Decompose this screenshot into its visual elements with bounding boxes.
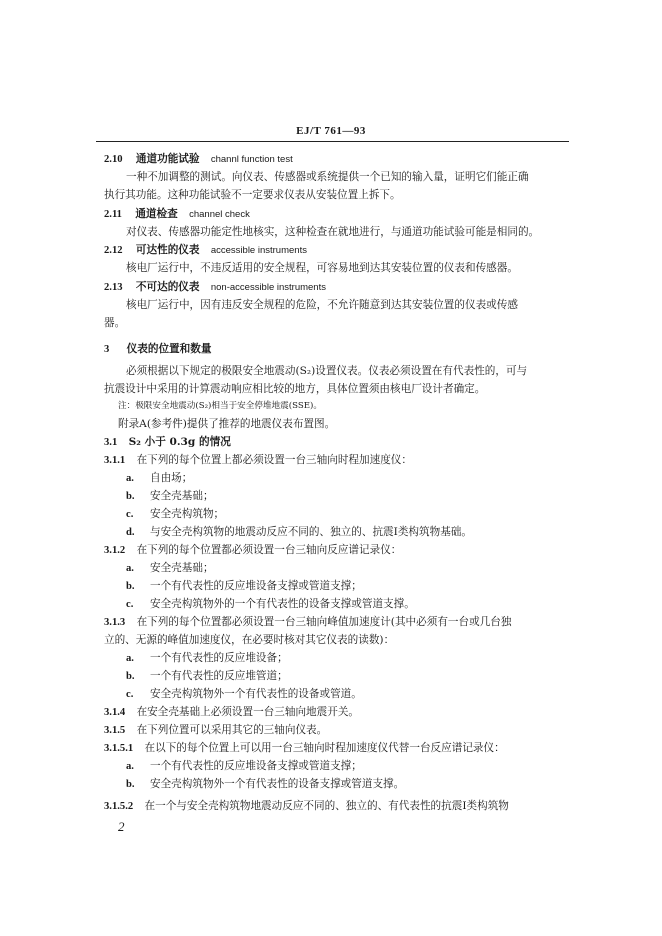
clause-3-1-1 <box>104 453 412 468</box>
list-marker: b. <box>126 671 135 682</box>
list-item <box>126 597 415 612</box>
clause-text: 在安全壳基础上必须设置一台三轴向地震开关。 <box>136 706 360 718</box>
clause-number: 3.1.5.1 <box>104 743 134 754</box>
clause-number: 3.1.5.2 <box>104 801 134 812</box>
clause-3-1-3 <box>104 615 511 630</box>
clause-text: 在一个与安全壳构筑物地震动反应不同的、独立的、有代表性的抗震Ⅰ类构筑物 <box>144 800 509 812</box>
list-marker: c. <box>126 689 134 700</box>
paragraph-line: 一种不加调整的测试。向仪表、传感器或系统提供一个已知的输入量，证明它们能正确 <box>126 171 529 183</box>
clause-3-1-4 <box>104 705 359 720</box>
clause-text: 在下列位置可以采用其它的三轴向仪表。 <box>136 724 328 736</box>
list-text: 安全壳构筑物； <box>150 508 225 520</box>
header-divider <box>96 141 569 142</box>
list-item <box>126 561 214 576</box>
list-text: 自由场； <box>150 472 193 484</box>
section-title: 可达性的仪表 <box>135 244 200 256</box>
list-marker: c. <box>126 509 134 520</box>
list-text: 一个有代表性的反应堆设备支撑或管道支撑； <box>150 580 362 592</box>
section-number: 3 <box>104 344 110 355</box>
section-number: 2.11 <box>104 209 122 220</box>
list-item <box>126 669 288 684</box>
list-item <box>126 687 362 702</box>
paragraph-line: 附录A(参考件)提供了推荐的地震仪表布置图。 <box>118 418 336 430</box>
list-text: 与安全壳构筑物的地震动反应不同的、独立的、抗震Ⅰ类构筑物基础。 <box>150 526 472 538</box>
clause-3-1-5-1 <box>104 741 505 756</box>
list-text: 安全壳构筑物外一个有代表性的设备支撑或管道支撑。 <box>150 778 405 790</box>
paragraph-line: 核电厂运行中，因有违反安全规程的危险，不允许随意到达其安装位置的仪表或传感 <box>126 299 518 311</box>
list-marker: a. <box>126 653 134 664</box>
section-2-12-heading <box>104 243 307 258</box>
section-title-en: accessible instruments <box>210 245 307 256</box>
paragraph-line: 器。 <box>104 317 126 329</box>
section-3-heading <box>104 342 211 357</box>
list-item <box>126 759 362 774</box>
section-title-en: channel check <box>189 209 250 220</box>
clause-number: 3.1.2 <box>104 545 126 556</box>
paragraph-line: 必须根据以下规定的极限安全地震动(S₂)设置仪表。仪表必须设置在有代表性的，可与 <box>126 365 528 377</box>
list-text: 一个有代表性的反应堆设备； <box>150 652 288 664</box>
list-item <box>126 777 404 792</box>
section-3-1-heading <box>104 435 231 450</box>
list-item <box>126 651 288 666</box>
list-item <box>126 507 224 522</box>
list-marker: a. <box>126 761 134 772</box>
section-2-11-heading <box>104 207 250 222</box>
list-text: 安全壳基础； <box>150 562 214 574</box>
clause-number: 3.1.3 <box>104 617 126 628</box>
section-2-10-heading <box>104 152 293 167</box>
document-code-header: EJ/T 761—93 <box>296 125 366 137</box>
clause-number: 3.1.1 <box>104 455 126 466</box>
section-title: 不可达的仪表 <box>135 281 200 293</box>
paragraph-line: 立的、无源的峰值加速度仪，在必要时核对其它仪表的读数)： <box>104 634 395 646</box>
section-number: 2.12 <box>104 245 123 256</box>
section-title: 通道检查 <box>135 208 178 220</box>
clause-text: 在下列的每个位置上都必须设置一台三轴向时程加速度仪： <box>136 454 412 466</box>
paragraph-line: 执行其功能。这种功能试验不一定要求仪表从安装位置上拆下。 <box>104 189 401 201</box>
clause-number: 3.1.5 <box>104 725 126 736</box>
paragraph-line: 核电厂运行中，不违反适用的安全规程，可容易地到达其安装位置的仪表和传感器。 <box>126 262 518 274</box>
paragraph-line: 抗震设计中采用的计算震动响应相比较的地方，具体位置须由核电厂设计者确定。 <box>104 383 486 395</box>
list-text: 安全壳构筑物外的一个有代表性的设备支撑或管道支撑。 <box>150 598 415 610</box>
clause-3-1-5 <box>104 723 327 738</box>
section-number: 2.10 <box>104 154 123 165</box>
section-number: 3.1 <box>104 437 118 448</box>
clause-text: 在下列的每个位置都必须设置一台三轴向峰值加速度计(其中必须有一台或几台独 <box>136 616 512 628</box>
list-text: 安全壳构筑物外一个有代表性的设备或管道。 <box>150 688 362 700</box>
list-text: 安全壳基础； <box>150 490 214 502</box>
page-number: 2 <box>118 819 125 834</box>
list-marker: b. <box>126 491 135 502</box>
paragraph-line: 对仪表、传感器功能定性地核实，这种检查在就地进行，与通道功能试验可能是相同的。 <box>126 226 540 238</box>
section-title-en: non-accessible instruments <box>210 282 326 293</box>
list-text: 一个有代表性的反应堆管道； <box>150 670 288 682</box>
clause-text: 在以下的每个位置上可以用一台三轴向时程加速度仪代替一台反应谱记录仪： <box>144 742 505 754</box>
clause-number: 3.1.4 <box>104 707 126 718</box>
clause-3-1-2 <box>104 543 401 558</box>
list-item <box>126 489 214 504</box>
list-marker: b. <box>126 779 135 790</box>
list-marker: b. <box>126 581 135 592</box>
clause-3-1-5-2 <box>104 799 509 814</box>
section-2-13-heading <box>104 280 326 295</box>
section-title-en: channl function test <box>210 154 293 165</box>
section-title: 仪表的位置和数量 <box>126 343 212 355</box>
list-item <box>126 471 192 486</box>
list-marker: c. <box>126 599 134 610</box>
section-number: 2.13 <box>104 282 123 293</box>
clause-text: 在下列的每个位置都必须设置一台三轴向反应谱记录仪： <box>136 544 402 556</box>
list-item <box>126 525 472 540</box>
section-title: S₂ 小于 0.3g 的情况 <box>128 436 231 448</box>
list-marker: d. <box>126 527 135 538</box>
footnote-note: 注：极限安全地震动(S₂)相当于安全停堆地震(SSE)。 <box>118 401 322 411</box>
list-marker: a. <box>126 563 134 574</box>
section-title: 通道功能试验 <box>135 153 200 165</box>
list-text: 一个有代表性的反应堆设备支撑或管道支撑； <box>150 760 362 772</box>
list-marker: a. <box>126 473 134 484</box>
list-item <box>126 579 362 594</box>
